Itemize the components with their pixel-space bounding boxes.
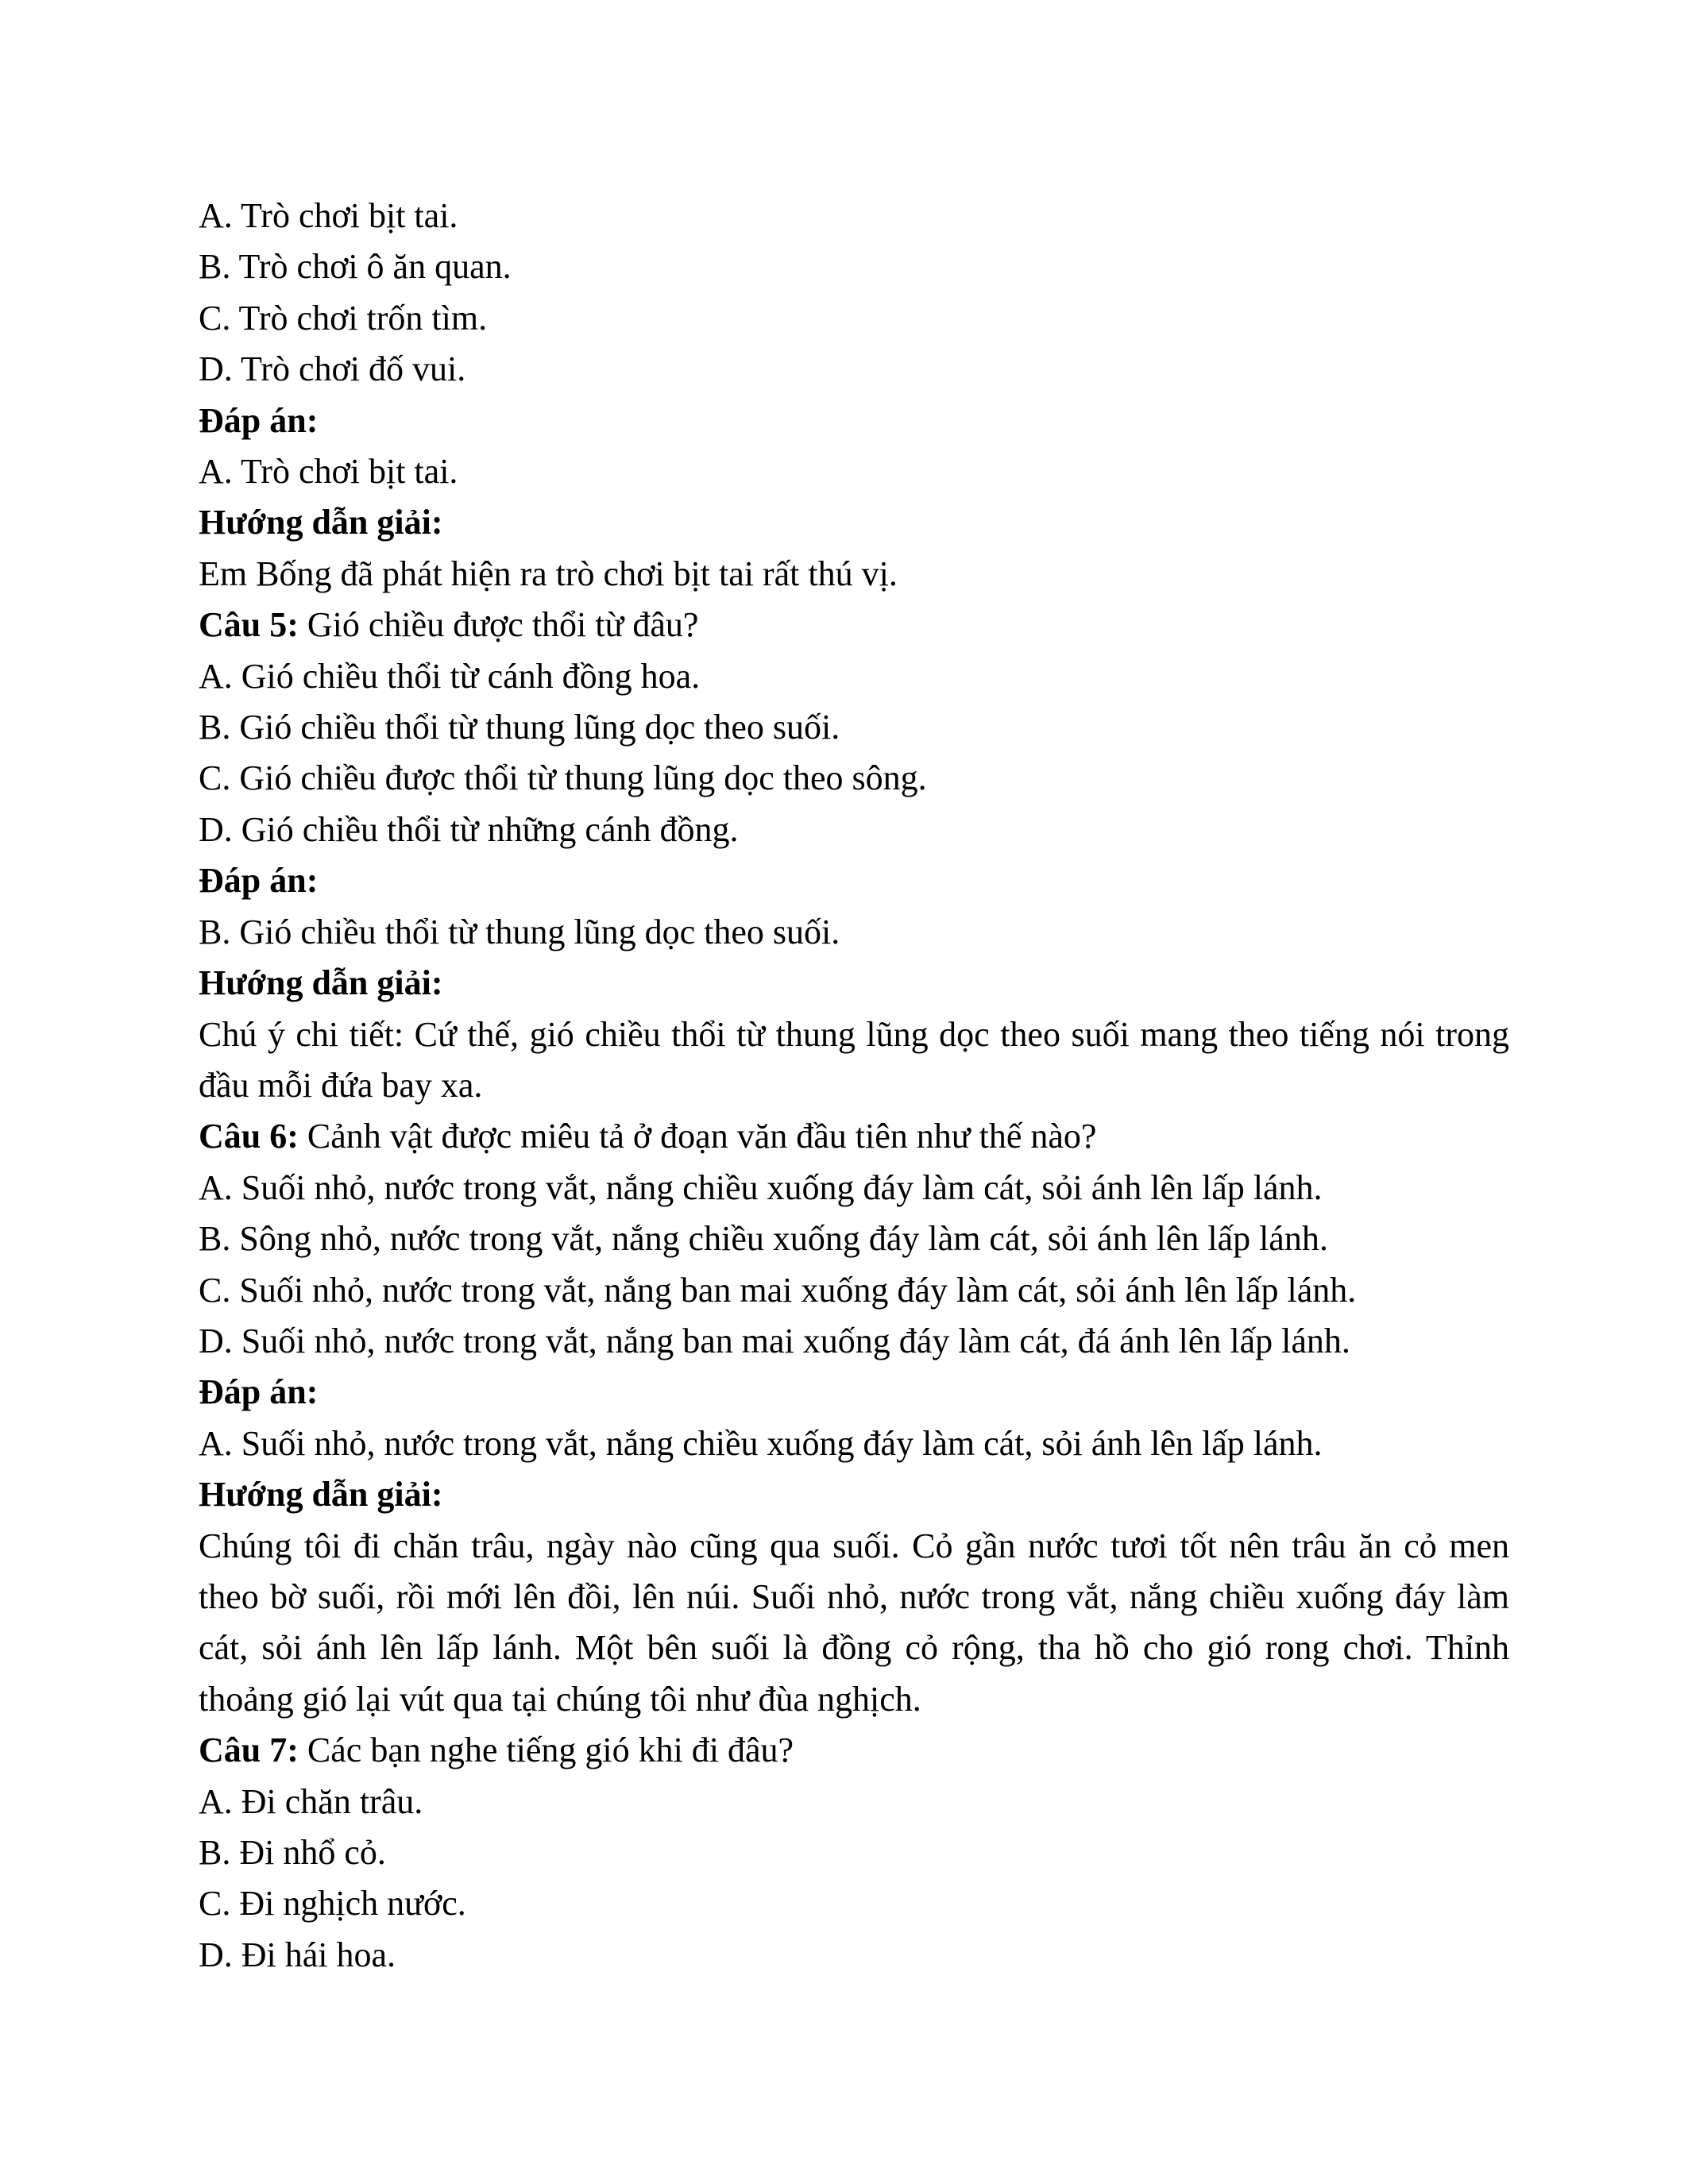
q7-question — [199, 1725, 1509, 1776]
document-page — [199, 191, 1509, 1981]
q5-option-d: D. Gió chiều thổi từ những cánh đồng. — [199, 809, 739, 849]
q6-question-text: Cảnh vật được miêu tả ở đoạn văn đầu tiên như thế nào? — [298, 1117, 1097, 1156]
q5-option-a: A. Gió chiều thổi từ cánh đồng hoa. — [199, 656, 701, 696]
q7-option-c: C. Đi nghịch nước. — [199, 1884, 466, 1924]
q4-answer-heading: Đáp án: — [199, 400, 319, 440]
q5-guide-heading: Hướng dẫn giải: — [199, 963, 443, 1003]
q7-question-text: Các bạn nghe tiếng gió khi đi đâu? — [298, 1731, 794, 1770]
q6-answer: A. Suối nhỏ, nước trong vắt, nắng chiều xuống đáy làm cát, sỏi ánh lên lấp lánh. — [199, 1423, 1323, 1463]
q5-option-c: C. Gió chiều được thổi từ thung lũng dọc theo sông. — [199, 758, 927, 798]
q5-option-b: B. Gió chiều thổi từ thung lũng dọc theo suối. — [199, 708, 840, 747]
q4-answer: A. Trò chơi bịt tai. — [199, 452, 458, 492]
q7-option-d: D. Đi hái hoa. — [199, 1935, 396, 1974]
q6-question — [199, 1111, 1509, 1162]
q4-option-a: A. Trò chơi bịt tai. — [199, 196, 458, 235]
q7-label: Câu 7: — [199, 1731, 299, 1770]
q6-option-d: D. Suối nhỏ, nước trong vắt, nắng ban mai xuống đáy làm cát, đá ánh lên lấp lánh. — [199, 1321, 1350, 1360]
q6-option-b: B. Sông nhỏ, nước trong vắt, nắng chiều xuống đáy làm cát, sỏi ánh lên lấp lánh. — [199, 1219, 1328, 1259]
q4-guide: Em Bống đã phát hiện ra trò chơi bịt tai rất thú vị. — [199, 554, 898, 593]
q6-guide-heading: Hướng dẫn giải: — [199, 1475, 443, 1515]
q5-guide: Chú ý chi tiết: Cứ thế, gió chiều thổi từ thung lũng dọc theo suối mang theo tiếng nói trong đầu mỗi đứa bay xa. — [199, 1014, 1509, 1105]
q4-option-c: C. Trò chơi trốn tìm. — [199, 298, 488, 338]
q4-guide-heading: Hướng dẫn giải: — [199, 503, 443, 542]
q7-option-b: B. Đi nhổ cỏ. — [199, 1833, 386, 1872]
q5-answer: B. Gió chiều thổi từ thung lũng dọc theo suối. — [199, 912, 840, 951]
q6-guide: Chúng tôi đi chăn trâu, ngày nào cũng qua suối. Cỏ gần nước tươi tốt nên trâu ăn cỏ men theo bờ suối, rồi mới lên đồi, lên núi. Suối nhỏ, nước trong vắt, nắng chiều xuống đáy làm cát, sỏi ánh lên lấp lánh. Một bên suối là đồng cỏ rộng, tha hồ cho gió rong chơi. Thỉnh thoảng gió lại vút qua tại chúng tôi như đùa nghịch. — [199, 1526, 1509, 1719]
q6-option-a: A. Suối nhỏ, nước trong vắt, nắng chiều xuống đáy làm cát, sỏi ánh lên lấp lánh. — [199, 1167, 1323, 1207]
q6-answer-heading: Đáp án: — [199, 1372, 319, 1412]
q5-question — [199, 600, 1509, 650]
q6-option-c: C. Suối nhỏ, nước trong vắt, nắng ban mai xuống đáy làm cát, sỏi ánh lên lấp lánh. — [199, 1270, 1357, 1310]
q7-option-a: A. Đi chăn trâu. — [199, 1781, 423, 1821]
q4-option-d: D. Trò chơi đố vui. — [199, 349, 466, 389]
q6-label: Câu 6: — [199, 1117, 299, 1156]
q5-question-text: Gió chiều được thổi từ đâu? — [298, 605, 699, 645]
q5-answer-heading: Đáp án: — [199, 861, 319, 901]
q5-label: Câu 5: — [199, 605, 299, 645]
q4-option-b: B. Trò chơi ô ăn quan. — [199, 247, 512, 287]
